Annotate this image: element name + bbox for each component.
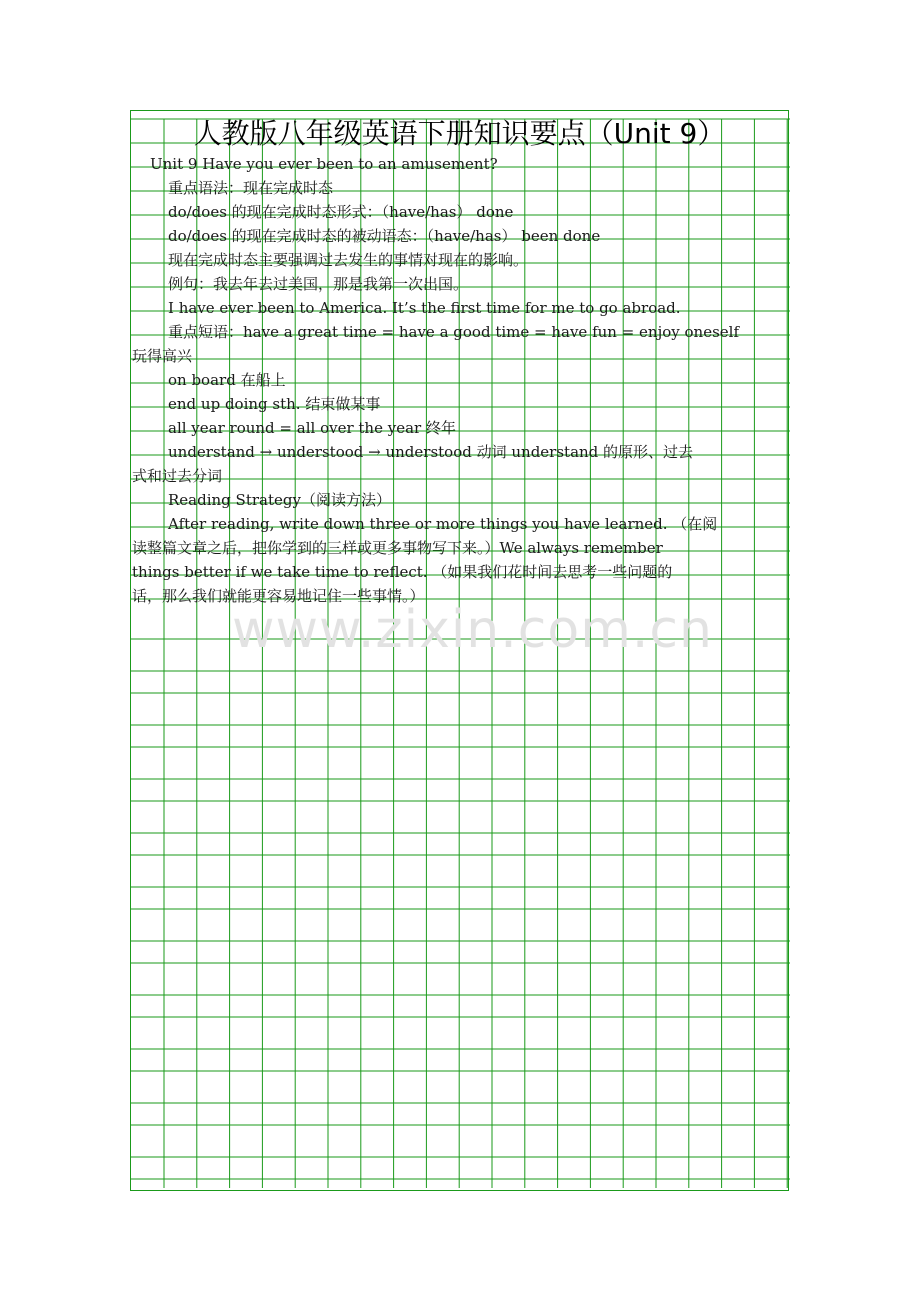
text-line: 式和过去分词 xyxy=(132,467,223,485)
text-line: on board 在船上 xyxy=(168,371,286,389)
text-line: Unit 9 Have you ever been to an amusement? xyxy=(150,155,498,173)
text-line: I have ever been to America. It’s the first time for me to go abroad. xyxy=(168,299,681,317)
text-line: end up doing sth. 结束做某事 xyxy=(168,395,381,413)
text-line: 玩得高兴 xyxy=(132,347,193,365)
text-line: 例句：我去年去过美国，那是我第一次出国。 xyxy=(168,275,469,293)
page-title: 人教版八年级英语下册知识要点（Unit 9） xyxy=(193,117,726,150)
text-line: do/does 的现在完成时态的被动语态：（have/has） been done xyxy=(168,227,601,245)
text-line: After reading, write down three or more things you have learned. （在阅 xyxy=(168,515,718,533)
text-line: things better if we take time to reflect. （如果我们花时间去思考一些问题的 xyxy=(132,563,673,581)
text-line: do/does 的现在完成时态形式：（have/has） done xyxy=(168,203,514,221)
text-line: Reading Strategy（阅读方法） xyxy=(168,491,391,509)
text-line: all year round = all over the year 终年 xyxy=(168,419,456,437)
watermark: www.zixin.com.cn xyxy=(232,600,713,660)
text-line: 读整篇文章之后，把你学到的三样或更多事物写下来。）We always remember xyxy=(132,539,663,557)
text-line: understand → understood → understood 动词 understand 的原形、过去 xyxy=(168,443,694,461)
text-line: 现在完成时态主要强调过去发生的事情对现在的影响。 xyxy=(168,251,529,269)
text-line: 重点语法：现在完成时态 xyxy=(168,179,334,197)
text-line: 重点短语：have a great time = have a good time = have fun = enjoy oneself xyxy=(168,323,740,341)
text-line: 话，那么我们就能更容易地记住一些事情。） xyxy=(132,587,425,605)
